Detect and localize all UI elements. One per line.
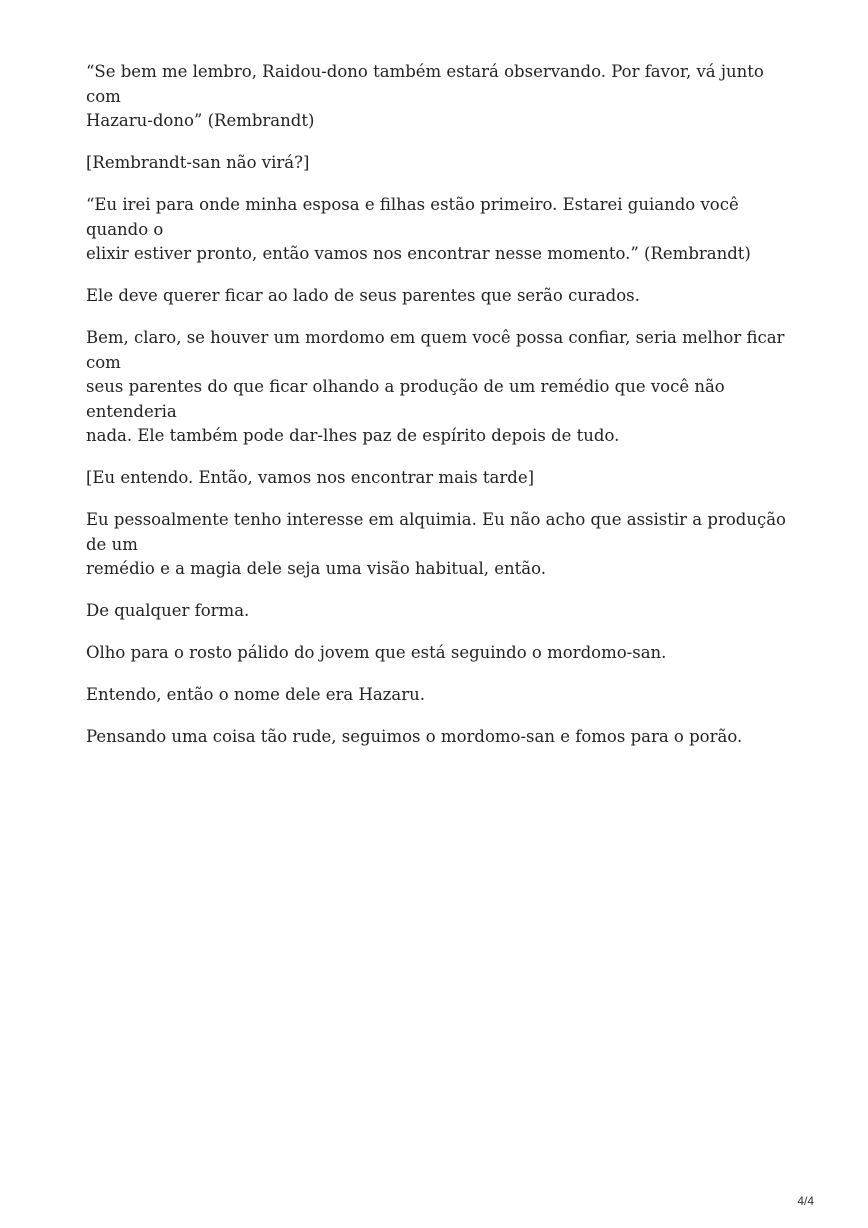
paragraph: Ele deve querer ficar ao lado de seus parentes que serão curados. [86,286,640,305]
paragraph: De qualquer forma. [86,601,250,620]
paragraph: Bem, claro, se houver um mordomo em quem você possa confiar, seria melhor ficar com seus parentes do que ficar olhando a produção de um remédio que você não entenderia nada. Ele também pode dar-lhes paz de espírito depois de tudo. [86,328,785,445]
paragraph: Eu pessoalmente tenho interesse em alquimia. Eu não acho que assistir a produção de um remédio e a magia dele seja uma visão habitual, então. [86,510,786,578]
paragraph: [Rembrandt-san não virá?] [86,153,310,172]
document-body [86,60,786,767]
paragraph: Pensando uma coisa tão rude, seguimos o mordomo-san e fomos para o porão. [86,727,743,746]
paragraph: Olho para o rosto pálido do jovem que está seguindo o mordomo-san. [86,643,667,662]
paragraph: “Eu irei para onde minha esposa e filhas estão primeiro. Estarei guiando você quando o elixir estiver pronto, então vamos nos encontrar nesse momento.” (Rembrandt) [86,195,751,263]
page-number: 4/4 [797,1194,814,1208]
paragraph: Entendo, então o nome dele era Hazaru. [86,685,425,704]
paragraph: [Eu entendo. Então, vamos nos encontrar mais tarde] [86,468,535,487]
paragraph: “Se bem me lembro, Raidou-dono também estará observando. Por favor, vá junto com Hazaru-dono” (Rembrandt) [86,62,764,130]
